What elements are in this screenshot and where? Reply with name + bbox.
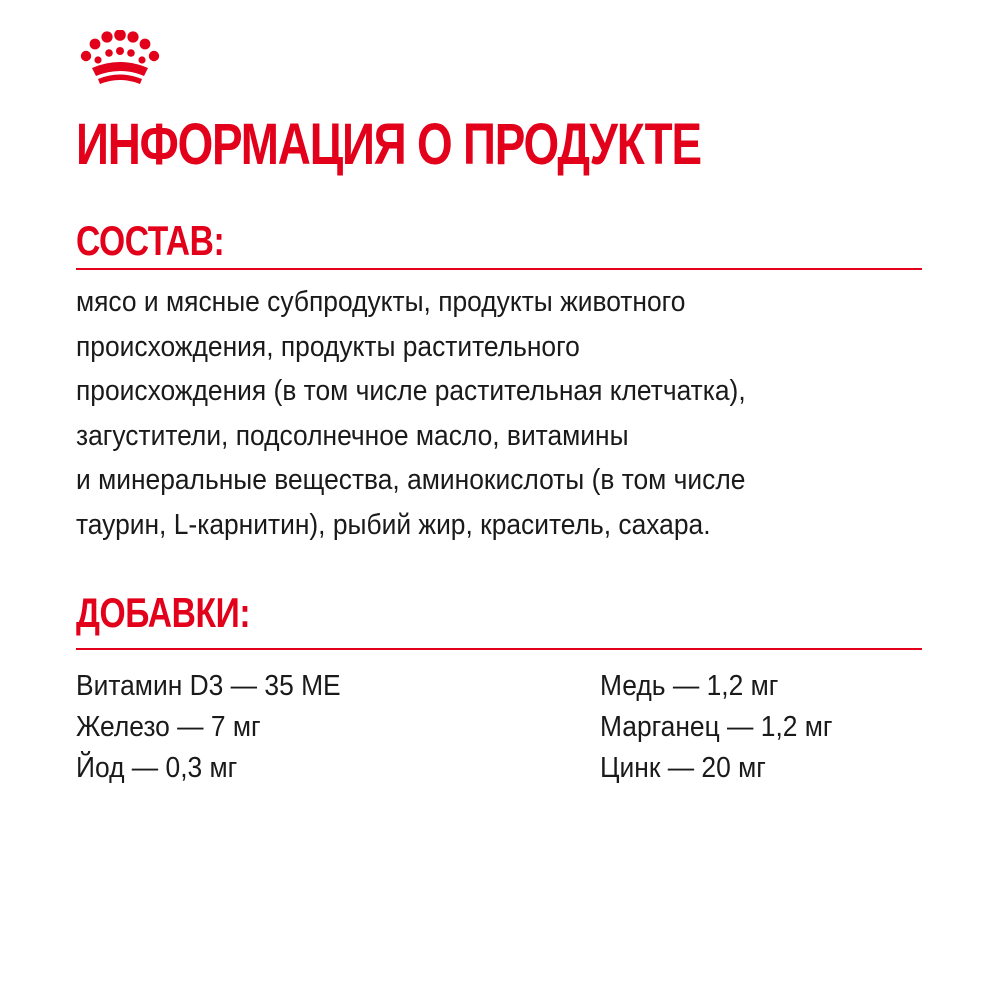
composition-line: таурин, L-карнитин), рыбий жир, краситель, сахара. [76, 508, 711, 541]
composition-line: и минеральные вещества, аминокислоты (в том числе [76, 464, 746, 496]
additives-list [76, 666, 936, 798]
additive-item: Марганец — 1,2 мг [600, 711, 833, 743]
additive-item: Цинк — 20 мг [600, 752, 766, 784]
composition-text [76, 280, 859, 547]
composition-line: мясо и мясные субпродукты, продукты животного [76, 286, 686, 318]
additives-left-column [76, 666, 367, 789]
composition-line: происхождения (в том числе растительная клетчатка), [76, 375, 746, 407]
page-title: ИНФОРМАЦИЯ О ПРОДУКТЕ [76, 112, 701, 177]
composition-line: происхождения, продукты растительного [76, 330, 580, 363]
additive-item: Железо — 7 мг [76, 711, 261, 743]
composition-heading: СОСТАВ: [76, 217, 225, 264]
additive-item: Витамин D3 — 35 МЕ [76, 670, 341, 702]
crown-icon [78, 30, 162, 86]
additives-divider [76, 648, 922, 650]
composition-line: загустители, подсолнечное масло, витамины [76, 419, 629, 452]
additive-item: Медь — 1,2 мг [600, 670, 779, 702]
additive-item: Йод — 0,3 мг [76, 752, 238, 784]
additives-heading: ДОБАВКИ: [76, 589, 251, 636]
additives-right-column [600, 666, 856, 789]
composition-divider [76, 268, 922, 270]
